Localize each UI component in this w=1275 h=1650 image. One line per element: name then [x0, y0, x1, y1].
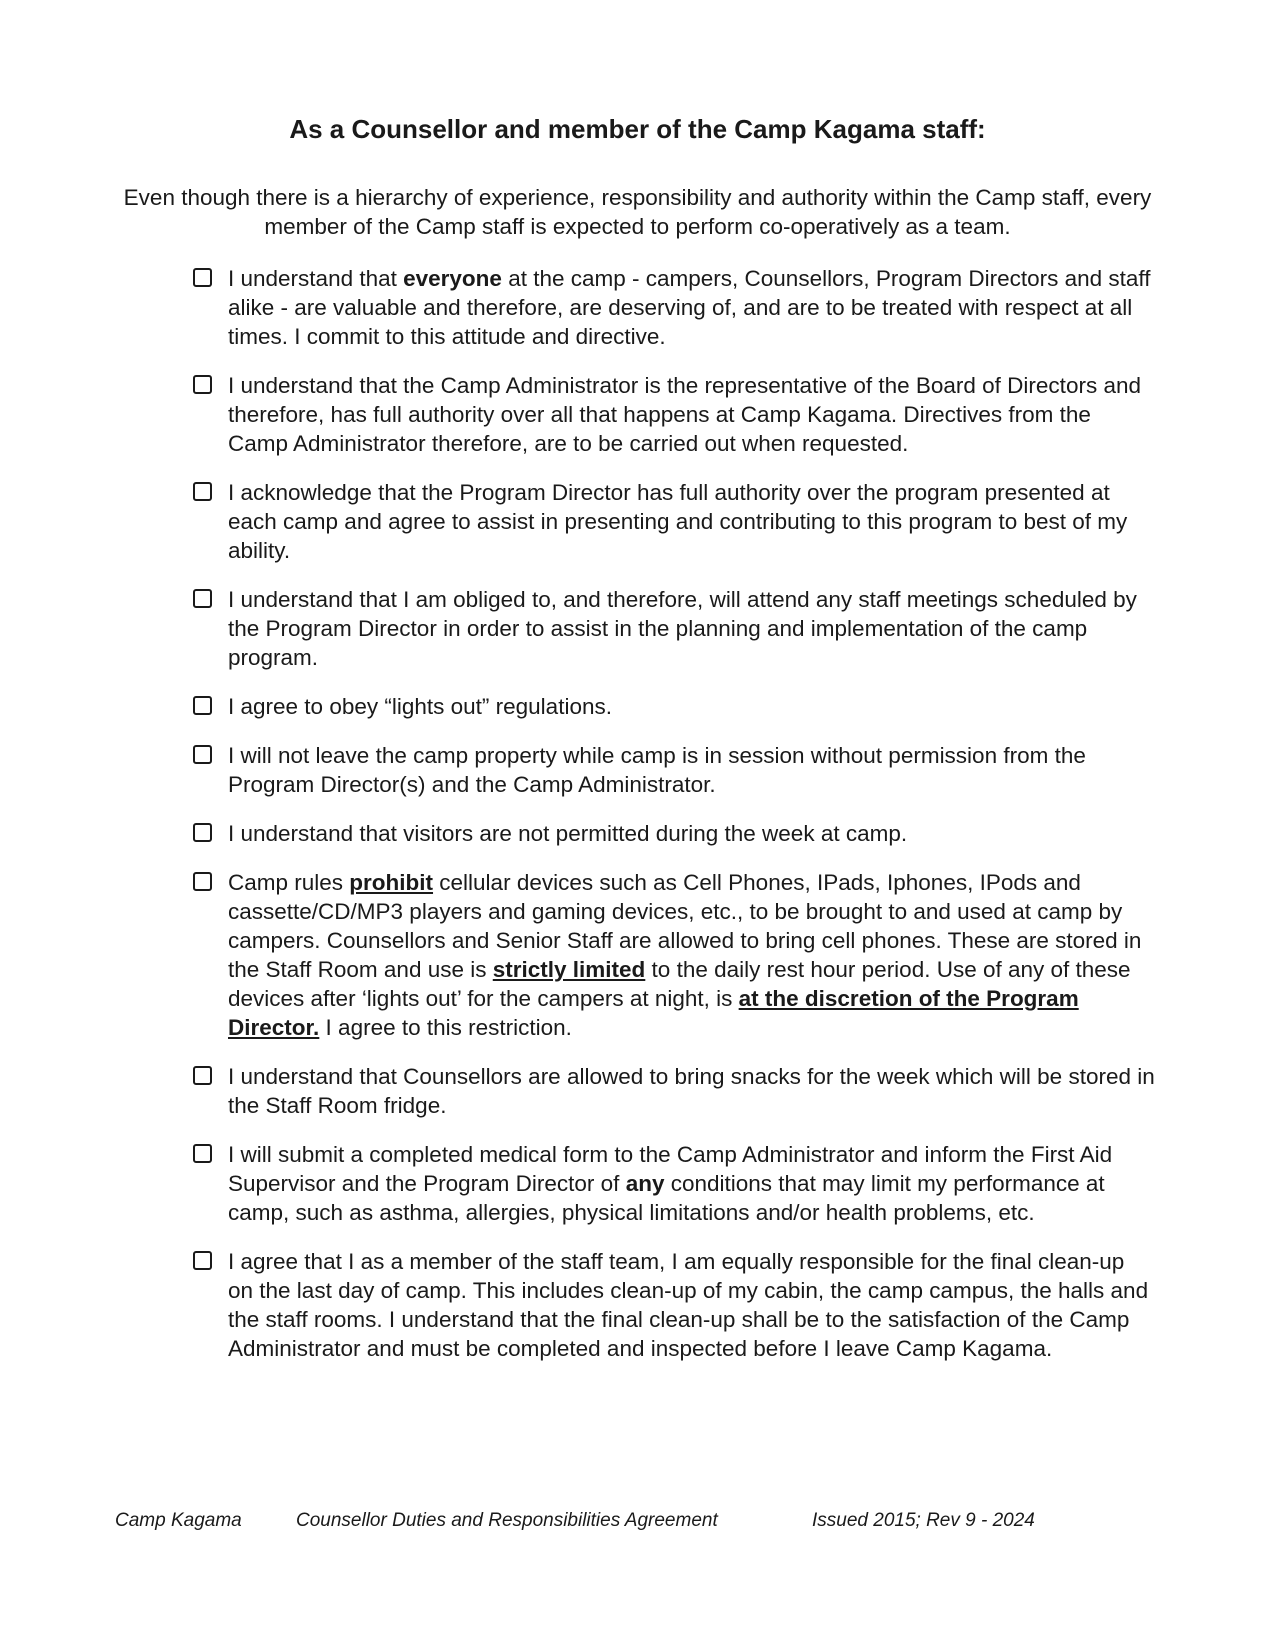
checkbox[interactable]	[193, 375, 212, 394]
checkbox[interactable]	[193, 268, 212, 287]
checklist-item	[190, 1140, 1155, 1227]
agreement-checklist	[190, 264, 1155, 1383]
checklist-item-text	[228, 694, 612, 719]
emphasized-text: prohibit	[349, 870, 434, 895]
intro-paragraph: Even though there is a hierarchy of experience, responsibility and authority within the Camp staff, every member of the Camp staff is expected to perform co-operatively as a team.	[123, 185, 1152, 239]
text-segment: at the camp - campers, Counsellors, Program Directors and staff alike - are valuable and therefore, are deserving of, and are to be treated with respect at all times. I commit to this attitude and directive.	[228, 266, 1151, 349]
footer-revision: Issued 2015; Rev 9 - 2024	[812, 1510, 1035, 1531]
checkbox[interactable]	[193, 1251, 212, 1270]
checklist-item	[190, 741, 1155, 799]
checklist-item-text	[228, 870, 1141, 1040]
checkbox[interactable]	[193, 1066, 212, 1085]
checklist-item	[190, 692, 1155, 721]
checkbox[interactable]	[193, 482, 212, 501]
checklist-item	[190, 478, 1155, 565]
emphasized-text: any	[625, 1171, 665, 1196]
footer-org: Camp Kagama	[115, 1510, 242, 1531]
checkbox[interactable]	[193, 1144, 212, 1163]
checklist-item-text	[228, 266, 1151, 349]
text-segment: I will not leave the camp property while camp is in session without permission from the Program Director(s) and the Camp Administrator.	[228, 743, 1086, 797]
checklist-item-text	[228, 373, 1141, 456]
emphasized-text: everyone	[403, 266, 502, 291]
text-segment: I understand that Counsellors are allowed to bring snacks for the week which will be stored in the Staff Room fridge.	[228, 1064, 1155, 1118]
text-segment: I understand that I am obliged to, and therefore, will attend any staff meetings scheduled by the Program Director in order to assist in the planning and implementation of the camp program.	[228, 587, 1137, 670]
checklist-item-text	[228, 587, 1137, 670]
checklist-item	[190, 585, 1155, 672]
checkbox[interactable]	[193, 745, 212, 764]
text-segment: I understand that	[228, 266, 404, 291]
text-segment: to the daily rest hour period. Use of any of these devices after ‘lights out’ for the campers at night, is	[228, 957, 1131, 1011]
text-segment: I agree that I as a member of the staff team, I am equally responsible for the final clean-up on the last day of camp. This includes clean-up of my cabin, the camp campus, the halls and the staff rooms. I understand that the final clean-up shall be to the satisfaction of the Camp Administrator and must be completed and inspected before I leave Camp Kagama.	[228, 1249, 1149, 1361]
text-segment: I understand that visitors are not permitted during the week at camp.	[228, 821, 908, 846]
text-segment: I agree to obey “lights out” regulations.	[228, 694, 612, 719]
text-segment: I will submit a completed medical form to the Camp Administrator and inform the First Aid Supervisor and the Program Director of	[228, 1142, 1113, 1196]
checklist-item-text	[228, 1142, 1112, 1225]
checkbox[interactable]	[193, 823, 212, 842]
checklist-item	[190, 819, 1155, 848]
emphasized-text: at the discretion of the Program Director.	[228, 986, 1079, 1040]
checklist-item-text	[228, 480, 1127, 563]
checklist-item	[190, 868, 1155, 1042]
checklist-item	[190, 371, 1155, 458]
checklist-item-text	[228, 1249, 1148, 1361]
checkbox[interactable]	[193, 696, 212, 715]
emphasized-text: strictly limited	[492, 957, 646, 982]
text-segment: Camp rules	[228, 870, 350, 895]
checklist-item	[190, 264, 1155, 351]
checklist-item-text	[228, 743, 1086, 797]
checklist-item-text	[228, 821, 907, 846]
footer-document-name: Counsellor Duties and Responsibilities Agreement	[296, 1510, 718, 1531]
text-segment: cellular devices such as Cell Phones, IPads, Iphones, IPods and cassette/CD/MP3 players and gaming devices, etc., to be brought to and used at camp by campers. Counsellors and Senior Staff are allowed to bring cell phones. These are stored in the Staff Room and use is	[228, 870, 1142, 982]
text-segment: I understand that the Camp Administrator is the representative of the Board of Directors and therefore, has full authority over all that happens at Camp Kagama. Directives from the Camp Administrator therefore, are to be carried out when requested.	[228, 373, 1141, 456]
text-segment: I agree to this restriction.	[319, 1015, 572, 1040]
checklist-item	[190, 1247, 1155, 1363]
checklist-item-text	[228, 1064, 1155, 1118]
page-title: As a Counsellor and member of the Camp Kagama staff:	[289, 114, 986, 144]
checkbox[interactable]	[193, 589, 212, 608]
checkbox[interactable]	[193, 872, 212, 891]
text-segment: conditions that may limit my performance at camp, such as asthma, allergies, physical limitations and/or health problems, etc.	[228, 1171, 1105, 1225]
checklist-item	[190, 1062, 1155, 1120]
text-segment: I acknowledge that the Program Director has full authority over the program presented at each camp and agree to assist in presenting and contributing to this program to best of my ability.	[228, 480, 1128, 563]
